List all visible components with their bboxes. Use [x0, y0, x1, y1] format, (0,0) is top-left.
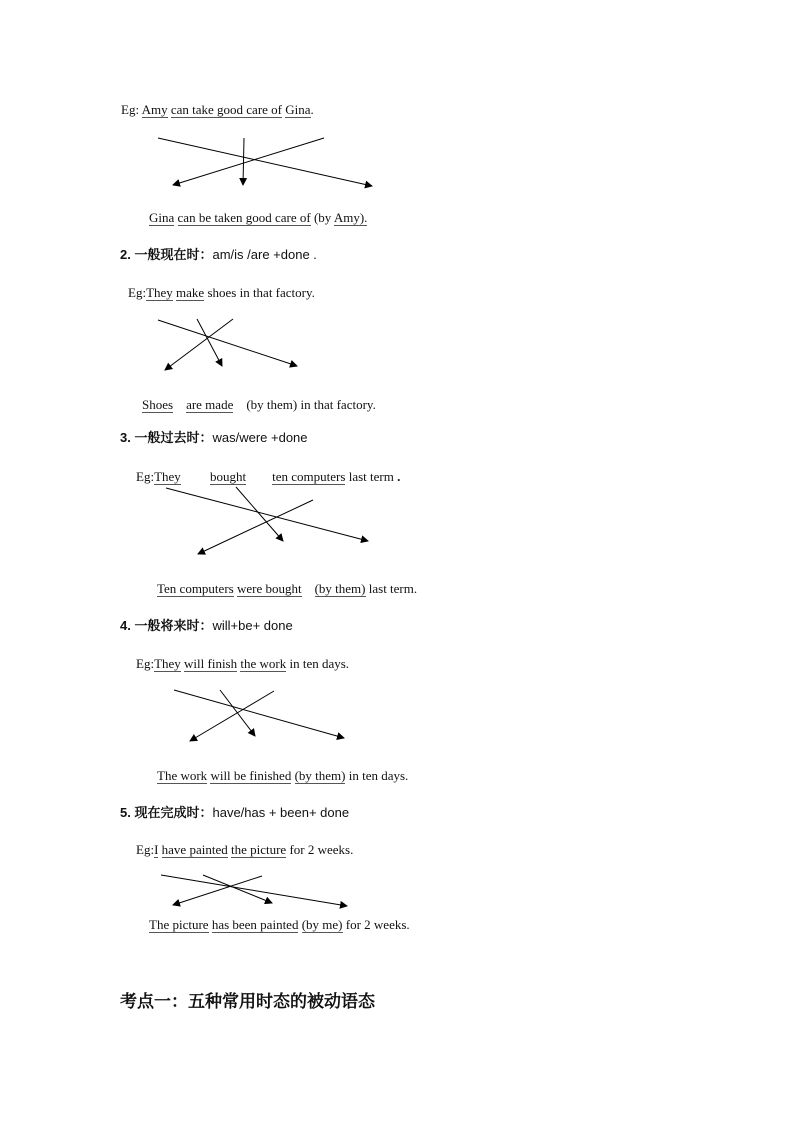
active-subject: They — [154, 656, 181, 671]
eg-prefix: Eg: — [136, 842, 155, 857]
passive-verb: will be finished — [210, 768, 292, 783]
sentence-rest: in that factory. — [297, 397, 376, 412]
tense-formula: am/is /are +done . — [212, 247, 317, 262]
passive-subject: Shoes — [142, 397, 174, 412]
active-subject: They — [146, 285, 173, 300]
active-object: the picture — [230, 842, 287, 857]
sentence-rest: last term. — [365, 581, 418, 596]
by-phrase: (by them) — [246, 397, 298, 412]
tense-label: 一般过去时： — [134, 430, 213, 445]
passive-verb: were bought — [236, 581, 302, 596]
sentence-end: . — [310, 102, 314, 117]
tense-label: 一般现在时： — [134, 247, 213, 262]
passive-verb: are made — [186, 397, 234, 412]
active-verb: bought — [210, 469, 247, 484]
tense-formula: will+be+ done — [212, 618, 293, 633]
agent: Amy — [333, 210, 360, 225]
active-object: the work — [240, 656, 287, 671]
active-subject: Amy — [141, 102, 168, 117]
sentence-rest: shoes in that factory. — [207, 285, 315, 300]
active-verb: make — [176, 285, 205, 300]
active-object: Gina — [285, 102, 311, 117]
active-subject: I — [154, 842, 159, 857]
by-close: ). — [359, 210, 368, 225]
sentence-rest: in ten days. — [345, 768, 409, 783]
sentence-rest: last term — [345, 469, 394, 484]
active-verb: have painted — [161, 842, 228, 857]
sentence-rest: for 2 weeks. — [286, 842, 354, 857]
eg-prefix: Eg: — [136, 469, 155, 484]
eg-prefix: Eg: — [121, 102, 142, 117]
by-phrase: (by — [313, 210, 334, 225]
passive-subject: Ten computers — [157, 581, 234, 596]
by-phrase: (by them) — [294, 768, 346, 783]
section-5-passive — [149, 917, 410, 933]
passive-subject: The work — [157, 768, 208, 783]
eg-prefix: Eg: — [136, 656, 155, 671]
active-verb: will finish — [184, 656, 238, 671]
by-phrase: (by them) — [314, 581, 366, 596]
sentence-end: . — [397, 469, 401, 484]
sentence-rest: for 2 weeks. — [342, 917, 410, 932]
tense-formula: have/has + been+ done — [212, 805, 350, 820]
passive-subject: The picture — [149, 917, 209, 932]
passive-subject: Gina — [149, 210, 175, 225]
active-subject: They — [154, 469, 181, 484]
tense-label: 现在完成时： — [134, 805, 213, 820]
by-phrase: (by me) — [301, 917, 343, 932]
section-number: 3. — [120, 430, 131, 445]
section-number: 4. — [120, 618, 131, 633]
tense-label: 一般将来时： — [134, 618, 213, 633]
active-object: ten computers — [272, 469, 346, 484]
section-number: 5. — [120, 805, 131, 820]
arrow-line — [203, 875, 272, 903]
section-number: 2. — [120, 247, 131, 262]
eg-prefix: Eg: — [128, 285, 147, 300]
sentence-rest: in ten days. — [286, 656, 350, 671]
active-verb: can take good care of — [170, 102, 283, 117]
tense-formula: was/were +done — [212, 430, 308, 445]
arrow-line — [161, 875, 347, 906]
passive-verb: has been painted — [211, 917, 299, 932]
passive-verb: can be taken good care of — [177, 210, 311, 225]
topic-heading: 考点一：五种常用时态的被动语态 — [120, 992, 375, 1012]
